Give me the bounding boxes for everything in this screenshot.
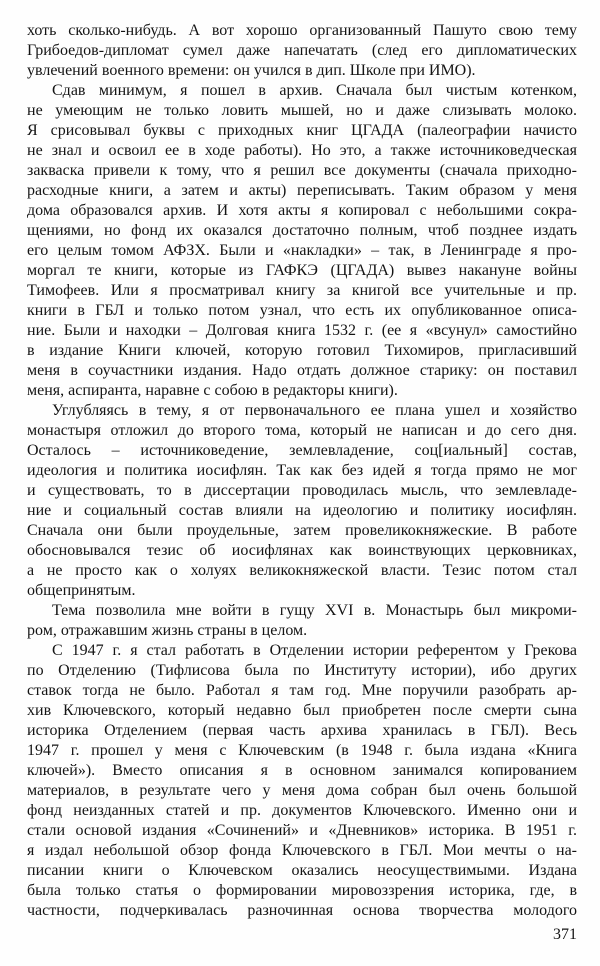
text-line: историка Отделением (первая часть архива хранилась в ГБЛ). Весь	[27, 722, 577, 739]
text-line: была только статья о формировании мировоззрения историка, где, в	[27, 882, 577, 899]
text-line: меня в соучастники издания. Надо отдать должное старику: он поставил	[27, 362, 577, 379]
text-line: частности, подчеркивалась разночинная основа творчества молодого	[27, 902, 577, 919]
text-line: не умеющим не только ловить мышей, но и даже слизывать молоко.	[27, 102, 577, 119]
text-line: Осталось – источниковедение, землевладение, соц[иальный] состав,	[27, 442, 577, 459]
text-line: ключей»). Вместо описания я в основном занимался копированием	[27, 762, 577, 779]
text-line: материалов, в результате чего у меня дома собран был очень большой	[27, 782, 577, 799]
text-line: общепринятым.	[27, 582, 136, 599]
text-line: а не просто как о холуях великокняжеской власти. Тезис потом стал	[27, 562, 577, 579]
text-line: Тема позволила мне войти в гущу XVI в. Монастырь был микроми-	[52, 602, 577, 619]
text-line: ром, отражавшим жизнь страны в целом.	[27, 622, 308, 639]
text-line: книги в ГБЛ и только потом узнал, что есть их опубликованное описа-	[27, 302, 577, 319]
text-line: ние. Были и находки – Долговая книга 1532 г. (ее я «всунул» самостийно	[27, 322, 577, 339]
text-line: увлечений военного времени: он учился в дип. Школе при ИМО).	[27, 62, 476, 79]
text-line: хоть сколько-нибудь. А вот хорошо организованный Пашуто свою тему	[27, 22, 577, 39]
text-line: хив Ключевского, который недавно был приобретен после смерти сына	[27, 702, 577, 719]
text-line: и существовать, то в диссертации проводилась мысль, что землевладе-	[27, 482, 577, 499]
text-line: обосновывался тезис об иосифлянах как воинствующих церковниках,	[27, 542, 577, 559]
text-line: закваска привели к тому, что я решил все документы (сначала приходно-	[27, 162, 577, 179]
text-line: я издал небольшой обзор фонда Ключевского в ГБЛ. Мои мечты о на-	[27, 842, 577, 859]
text-line: дома образовался архив. И хотя акты я копировал с небольшими сокра-	[27, 202, 577, 219]
text-line: Сначала они были проудельные, затем провеликокняжеские. В работе	[27, 522, 577, 539]
text-line: щениями, но фонд их оказался достаточно полным, чтоб позднее издать	[27, 222, 577, 239]
text-line: моргал те книги, которые из ГАФКЭ (ЦГАДА) вывез накануне войны	[27, 262, 577, 279]
text-line: Я срисовывал буквы с приходных книг ЦГАДА (палеографии начисто	[27, 122, 577, 139]
text-line: 1947 г. прошел у меня с Ключевским (в 1948 г. была издана «Книга	[27, 742, 577, 759]
text-line: идеология и политика иосифлян. Так как без идей я тогда прямо не мог	[27, 462, 577, 479]
text-line: стали основой издания «Сочинений» и «Дневников» историка. В 1951 г.	[27, 822, 577, 839]
text-line: Сдав минимум, я пошел в архив. Сначала был чистым котенком,	[52, 82, 577, 99]
text-line: ние и социальный состав влияли на идеологию и политику иосифлян.	[27, 502, 577, 519]
text-line: Грибоедов-дипломат сумел даже напечатать (след его дипломатических	[27, 42, 577, 59]
text-line: фонд неизданных статей и пр. документов Ключевского. Именно они и	[27, 802, 577, 819]
text-line: С 1947 г. я стал работать в Отделении истории референтом у Грекова	[52, 642, 577, 659]
text-line: в издание Книги ключей, которую готовил Тихомиров, пригласивший	[27, 342, 577, 359]
text-line: меня, аспиранта, наравне с собою в редакторы книги).	[27, 382, 398, 399]
text-line: расходные книги, а затем и акты) переписывать. Таким образом у меня	[27, 182, 577, 199]
text-line: монастыря отложил до второго тома, который не написан и до сего дня.	[27, 422, 577, 439]
text-line: ставок тогда не было. Работал я там год. Мне поручили разобрать ар-	[27, 682, 577, 699]
text-line: писании книги о Ключевском оказались неосуществимыми. Издана	[27, 862, 577, 879]
text-line: Тимофеев. Или я просматривал книгу за книгой все учительные и пр.	[27, 282, 577, 299]
page-number: 371	[553, 926, 577, 943]
text-line: его целым томом АФЗХ. Были и «накладки» – так, в Ленинграде я про-	[27, 242, 577, 259]
text-line: не знал и освоил ее в ходе работы). Но это, а также источниковедческая	[27, 142, 577, 159]
page-text	[27, 21, 577, 921]
text-line: по Отделению (Тифлисова была по Институту истории), ибо других	[27, 662, 577, 679]
text-line: Углубляясь в тему, я от первоначального ее плана ушел и хозяйство	[52, 402, 577, 419]
